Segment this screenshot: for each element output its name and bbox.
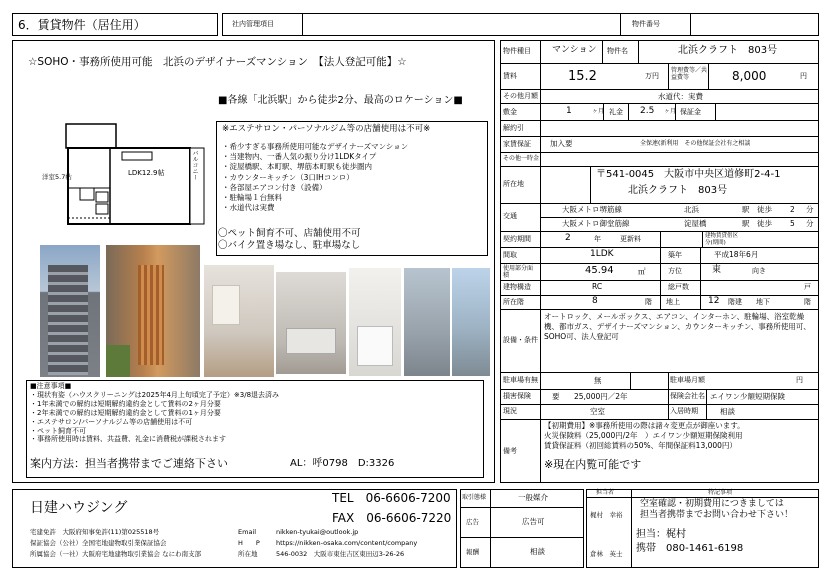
label-management-fee: 管理費等／共益費等 xyxy=(671,67,708,81)
note-item: ・2年未満での解約は短期解約違約金として賃料の1ヶ月分要 xyxy=(30,408,221,417)
email-value[interactable]: nikken-tyukai@outlook.jp xyxy=(276,528,359,536)
staff-2: 倉林 英士 xyxy=(590,550,623,558)
feature-item: ・各部屋エアコン付き（設備） xyxy=(222,182,327,192)
company-guarantee-assoc: 保証協会（公社）全国宅地建物取引業保証協会 xyxy=(30,539,167,547)
deposit-month: ヶ月 xyxy=(592,108,605,115)
photo-bathroom xyxy=(349,268,401,376)
property-type: マンション xyxy=(552,45,597,55)
label-deposit: 敷金 xyxy=(503,108,517,116)
remarks-head: 【初期費用】※事務所使用の際は諸々変更点が御座います。 xyxy=(544,421,745,430)
condition-item: 〇バイク置き場なし、駐車場なし xyxy=(218,240,361,251)
notes-list xyxy=(30,382,279,444)
management-fee-unit: 円 xyxy=(800,72,807,80)
label-structure: 建物構造 xyxy=(503,283,531,291)
label-guarantee: 保証金 xyxy=(680,108,701,116)
company-assoc: 所属協会（一社）大阪府宅地建物取引業協会 なにわ南支部 xyxy=(30,550,202,558)
label-rental-guarantee: 家賃保証 xyxy=(503,140,531,148)
label-equipment: 設備・条件 xyxy=(503,336,538,344)
label-address: 所在地 xyxy=(503,180,524,188)
direction-suffix: 向き xyxy=(752,267,766,275)
label-insurer: 保険会社名 xyxy=(670,392,705,400)
walk-2: 5 xyxy=(790,219,795,228)
hp-value[interactable]: https://nikken-osaka.com/content/company xyxy=(276,539,418,547)
company-license: 宅建免許 大阪府知事免許(11)第025518号 xyxy=(30,528,160,536)
fee-value: 相談 xyxy=(530,547,545,556)
address-label: 所在地 xyxy=(238,550,258,558)
station-2: 淀屋橋 xyxy=(684,219,707,228)
move-in-value: 相談 xyxy=(720,407,735,416)
label-contract: 契約期間 xyxy=(503,235,531,243)
guarantee-note: 全保連(新利用 その他保証会社有之相談 xyxy=(640,140,751,147)
structure-value: RC xyxy=(592,282,603,291)
label-total-units: 総戸数 xyxy=(668,283,689,291)
photo-kitchen xyxy=(276,272,346,374)
walk-label-1: 駅 徒歩 xyxy=(742,205,772,214)
property-number-label: 物件番号 xyxy=(632,20,660,28)
contract-year-unit: 年 xyxy=(594,235,601,243)
label-other-fee: その他月額 xyxy=(503,92,538,100)
label-below: 地下 xyxy=(756,298,770,306)
management-box xyxy=(222,13,819,36)
floor-suffix: 階 xyxy=(645,298,652,306)
rent-value: 15.2 xyxy=(568,69,597,84)
label-key-money: 礼金 xyxy=(609,108,623,116)
walk-unit-2: 分 xyxy=(806,219,814,228)
address-zip: 〒541-0045 大阪市中央区道修町2-4-1 xyxy=(596,169,781,180)
page-title: 6．賃貸物件（居住用） xyxy=(18,18,146,32)
notes-title: ■注意事項■ xyxy=(30,382,72,390)
label-fee: 報酬 xyxy=(466,548,479,556)
photo-living-room xyxy=(204,265,274,377)
label-layout: 間取 xyxy=(503,251,517,259)
walk-1: 2 xyxy=(790,205,795,214)
floor-value: 8 xyxy=(592,296,598,306)
management-fee: 8,000 xyxy=(732,69,767,83)
label-renewal: 更新料 xyxy=(620,235,641,243)
label-above: 地上 xyxy=(666,298,680,306)
conditions-list xyxy=(218,228,361,252)
contact-method: 案内方法：担当者携帯までご連絡下さい xyxy=(30,457,228,470)
photo-entrance xyxy=(106,245,200,377)
label-traffic: 交通 xyxy=(503,212,517,220)
insurance-required: 要 xyxy=(552,392,560,401)
feature-item: ・カウンターキッチン（3口IHコンロ） xyxy=(222,172,354,182)
label-cancel: 解約引 xyxy=(503,124,524,132)
layout-value: 1LDK xyxy=(590,249,614,259)
label-deal-type: 取引態様 xyxy=(462,494,487,501)
label-move-in: 入居時期 xyxy=(670,407,698,415)
walk-label-2: 駅 徒歩 xyxy=(742,219,772,228)
contract-years: 2 xyxy=(565,233,571,243)
ad-value: 広告可 xyxy=(522,517,545,526)
line-2: 大阪メトロ御堂筋線 xyxy=(562,219,630,228)
special-line-1: 空室確認・初期費用につきましては xyxy=(640,499,784,509)
features-list xyxy=(222,142,408,213)
note-item: ・1年未満での解約は短期解約違約金として賃料の2ヶ月分要 xyxy=(30,399,221,408)
rent-unit: 万円 xyxy=(645,72,659,80)
photo-building-exterior xyxy=(40,245,100,377)
special-line-2: 担当者携帯までお問い合わせ下さい！ xyxy=(640,510,794,520)
management-label: 社内管理項目 xyxy=(232,20,274,28)
special-contact-2: 携帯 080-1461-6198 xyxy=(636,543,744,554)
parking-fee-unit: 円 xyxy=(796,376,803,384)
remarks-viewing: ※現在内覧可能です xyxy=(544,458,642,471)
note-item: ・事務所使用時は賃料、共益費、礼金に消費税が課税されます xyxy=(30,435,226,444)
parking-value: 無 xyxy=(594,376,602,385)
photo-view xyxy=(452,268,490,376)
insurer-value: エイワン少額短期保険 xyxy=(710,392,785,401)
label-parking-fee: 駐車場月額 xyxy=(670,376,705,384)
note-item: ・エステサロン/パーソナルジム等の店舗使用は不可 xyxy=(30,417,193,426)
hp-label: H P xyxy=(238,539,260,547)
rental-guarantee: 加入要 xyxy=(550,139,573,148)
label-rent: 賃料 xyxy=(503,72,517,80)
direction-value: 東 xyxy=(712,265,722,275)
label-type: 物件種目 xyxy=(503,47,531,55)
special-contact-1: 担当：梶村 xyxy=(636,529,686,540)
units-suffix: 戸 xyxy=(804,283,811,291)
company-fax: FAX 06-6606-7220 xyxy=(332,511,452,525)
contact-code: AL：呼0798 D:3326 xyxy=(290,458,395,469)
walk-unit-1: 分 xyxy=(806,205,814,214)
station-1: 北浜 xyxy=(684,205,699,214)
other-fee: 水道代：実費 xyxy=(658,92,703,101)
key-money: 2.5 xyxy=(640,106,655,116)
features-title: ※エステサロン・パーソナルジム等の店舗使用は不可※ xyxy=(222,124,431,134)
label-lease-type: 建物賃貸借区分(期間) xyxy=(705,233,739,246)
address-building: 北浜クラフト 803号 xyxy=(628,185,728,196)
key-money-month: ヶ月 xyxy=(664,108,677,115)
deal-type: 一般媒介 xyxy=(518,493,548,502)
above-value: 12 xyxy=(708,296,720,306)
company-tel: TEL 06-6606-7200 xyxy=(332,491,451,505)
feature-item: ・水道代は実費 xyxy=(222,203,275,213)
label-insurance: 損害保険 xyxy=(503,392,531,400)
line-1: 大阪メトロ堺筋線 xyxy=(562,205,622,214)
label-staff: 担当者 xyxy=(596,489,615,496)
deposit-value: 1 xyxy=(566,106,572,116)
below-suffix: 階 xyxy=(804,298,811,306)
built-value: 平成18年6月 xyxy=(714,250,759,259)
staff-1: 梶村 幸裕 xyxy=(590,511,623,519)
access-banner: ■各線「北浜駅」から徒歩2分、最高のロケーション■ xyxy=(218,95,463,106)
feature-item: ・当建物内、一番人気の振り分け1LDKタイプ xyxy=(222,152,377,162)
label-built: 築年 xyxy=(668,251,682,259)
equipment-value: オートロック、メールボックス、エアコン、インターホン、駐輪場、浴室乾燥機、都市ガス、デザイナーズマンション、カウンターキッチン、事務所使用可、SOHO可、法人登記可 xyxy=(544,312,811,341)
label-status: 現況 xyxy=(503,407,517,415)
label-special: 特記事項 xyxy=(708,489,733,496)
label-remarks: 備考 xyxy=(503,447,517,455)
status-value: 空室 xyxy=(590,407,605,416)
floorplan-ldk: LDK12.9帖 xyxy=(128,169,165,177)
catch-title: ☆SOHO・事務所使用可能 北浜のデザイナーズマンション 【法人登記可能】☆ xyxy=(28,56,407,68)
company-address: 546-0032 大阪市東住吉区東田辺3-26-26 xyxy=(276,550,405,558)
floorplan-room1: 洋室5.7帖 xyxy=(42,173,72,181)
company-name: 日建ハウジング xyxy=(30,500,128,516)
feature-item: ・淀屋橋駅、本町駅、堺筋本町駅も徒歩圏内 xyxy=(222,162,372,172)
label-direction: 方位 xyxy=(668,267,682,275)
label-property-name: 物件名 xyxy=(607,47,628,55)
label-parking: 駐車場有無 xyxy=(503,376,538,384)
label-area: 使用部分面積 xyxy=(503,265,534,279)
insurance-amount: 25,000円／2年 xyxy=(574,392,628,401)
remarks-line: 火災保険料（25,000円/2年 ）エイワン少額短期保険利用 xyxy=(544,431,743,440)
property-name: 北浜クラフト 803号 xyxy=(678,45,778,56)
label-floor: 所在階 xyxy=(503,298,524,306)
note-item: ・ペット飼育不可 xyxy=(30,426,86,435)
note-item: ・現状有姿（ハウスクリーニングは2025年4月上旬頃完了予定）※3/8退去済み xyxy=(30,390,280,399)
photo-balcony xyxy=(404,268,450,376)
above-suffix: 階建 xyxy=(728,298,742,306)
label-other-once: その他一時金 xyxy=(503,155,540,162)
area-unit: ㎡ xyxy=(638,267,646,276)
condition-item: 〇ペット飼育不可、店舗使用不可 xyxy=(218,228,361,239)
remarks-line: 賃貸保証料（初回総賃料の50%、年間保証料13,000円） xyxy=(544,441,737,450)
email-label: Email xyxy=(238,528,257,536)
feature-item: ・希少すぎる事務所使用可能なデザイナーズマンション xyxy=(222,142,409,151)
label-ad: 広告 xyxy=(466,518,479,526)
floorplan-balcony: バルコニー xyxy=(191,150,198,180)
area-value: 45.94 xyxy=(585,265,614,276)
feature-item: ・駐輪場１台無料 xyxy=(222,193,282,203)
